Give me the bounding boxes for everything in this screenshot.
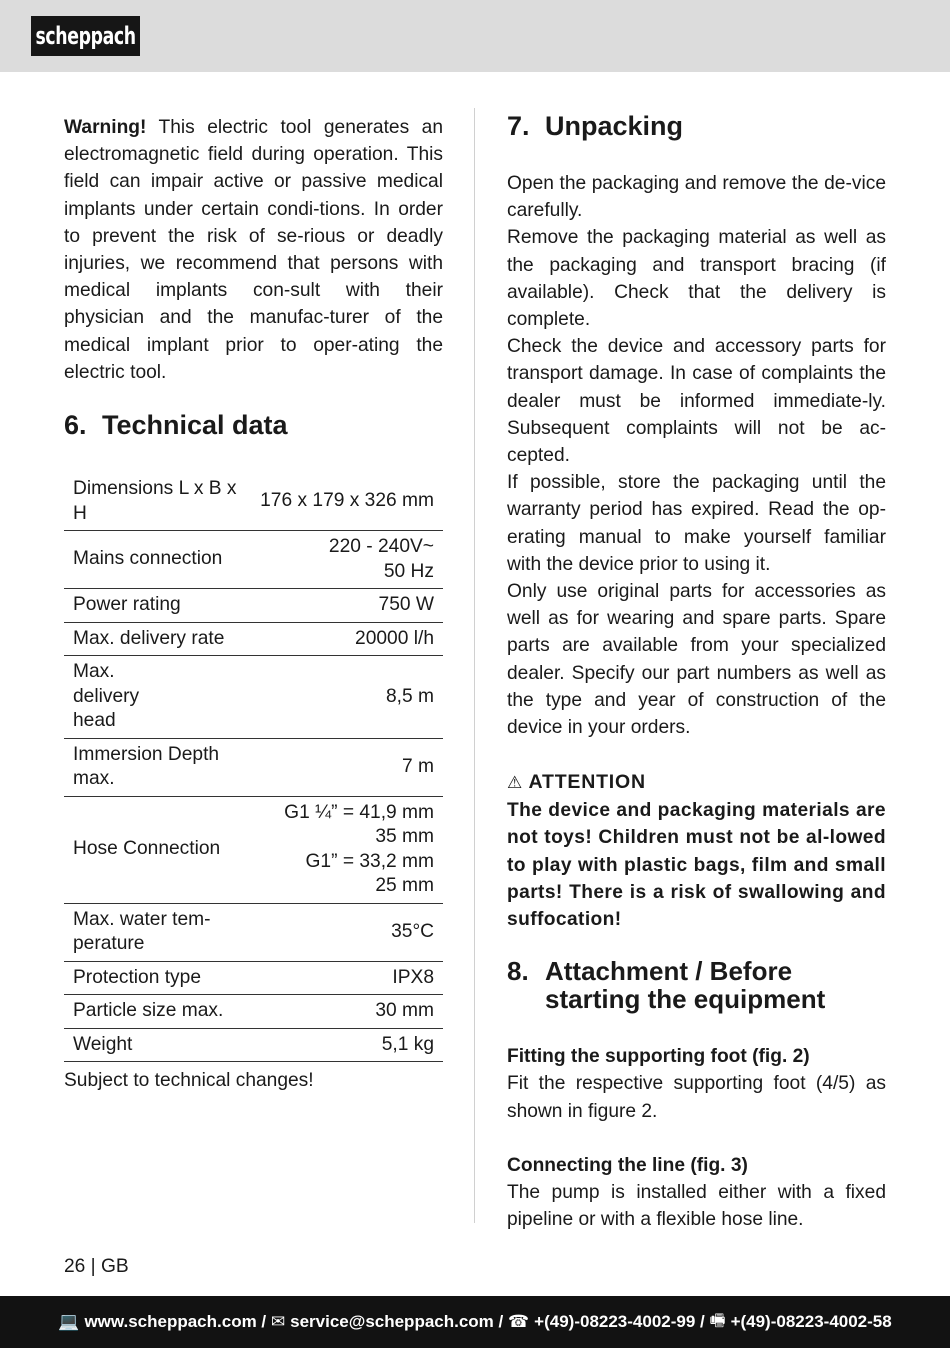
technical-data-table [64, 473, 443, 1062]
line-subsection [507, 1152, 886, 1234]
warning-triangle-icon: ⚠ [507, 773, 524, 794]
page-number: 26 | GB [64, 1256, 129, 1277]
spec-value: 20000 l/h [246, 622, 443, 656]
spec-name: Immersion Depth max. [64, 738, 246, 796]
footer-separator: / [493, 1312, 508, 1331]
table-row [64, 589, 443, 623]
spec-name: Dimensions L x B x H [64, 473, 246, 531]
scheppach-logo: scheppach [31, 16, 140, 56]
section-title: Attachment / Before starting the equipment [545, 956, 826, 1015]
spec-value: 7 m [246, 738, 443, 796]
section-number: 8. [507, 956, 529, 987]
table-row [64, 531, 443, 589]
spec-value: IPX8 [246, 961, 443, 995]
section-8-heading [507, 957, 886, 1013]
spec-value: 8,5 m [246, 656, 443, 739]
table-row [64, 622, 443, 656]
table-row [64, 903, 443, 961]
warning-text: This electric tool generates an electromagnetic field during operation. This field can impair active or passive medical implants under certain condi-tions. In order to prevent the risk of se-rious or deadly injuries, we recommend that persons with medical implants con-sult with their physician and the manufac-turer of the medical implant prior to oper-ating the electric tool. [64, 117, 443, 383]
table-row [64, 961, 443, 995]
spec-value: 750 W [246, 589, 443, 623]
table-row [64, 738, 443, 796]
spec-value: 176 x 179 x 326 mm [246, 473, 443, 531]
section-title: Technical data [102, 410, 288, 440]
spec-name: Hose Connection [64, 796, 246, 903]
unpacking-paragraph: Remove the packaging material as well as the packaging and transport bracing (if available). Check that the delivery is complete. [507, 227, 886, 331]
spec-name: Max. delivery head [64, 656, 246, 739]
section-title: Unpacking [545, 111, 684, 141]
right-column [507, 108, 886, 1234]
subsection-text: The pump is installed either with a fixed pipeline or with a flexible hose line. [507, 1182, 886, 1231]
attention-box [507, 769, 886, 933]
warning-label: Warning! [64, 117, 147, 138]
attention-text: The device and packaging materials are not toys! Children must not be al-lowed to play with plastic bags, film and small parts! There is a risk of swallowing and suffocation! [507, 800, 886, 931]
section-7-heading [507, 112, 886, 140]
subsection-heading: Fitting the supporting foot (fig. 2) [507, 1046, 810, 1068]
spec-name: Particle size max. [64, 995, 246, 1029]
subsection-heading: Connecting the line (fig. 3) [507, 1154, 748, 1176]
unpacking-body [507, 170, 886, 741]
hose-value-line: 25 mm [375, 875, 434, 896]
unpacking-paragraph: Open the packaging and remove the de-vice carefully. [507, 173, 886, 222]
subject-to-change-note: Subject to technical changes! [64, 1070, 314, 1091]
table-row [64, 1028, 443, 1062]
spec-name: Weight [64, 1028, 246, 1062]
footer-separator: / [256, 1312, 271, 1331]
mail-icon: ✉ [270, 1312, 286, 1331]
website-link[interactable]: www.scheppach.com [84, 1312, 257, 1331]
subsection-text: Fit the respective supporting foot (4/5) as shown in figure 2. [507, 1073, 886, 1122]
hose-value-line: G1 ¼” = 41,9 mm [284, 801, 434, 823]
spec-name: Protection type [64, 961, 246, 995]
spec-name: Max. delivery rate [64, 622, 246, 656]
top-bar [0, 0, 950, 72]
table-row [64, 656, 443, 739]
foot-subsection [507, 1043, 886, 1125]
spec-value [246, 796, 443, 903]
spec-value: 220 - 240V~ 50 Hz [246, 531, 443, 589]
unpacking-paragraph: Only use original parts for accessories as well as for wearing and spare parts. Spare parts are available from your specialized dealer. Specify our part numbers as well as the type and year of construction of the device in your orders. [507, 581, 886, 739]
spec-value: 5,1 kg [246, 1028, 443, 1062]
table-row [64, 796, 443, 903]
hose-value-line: 35 mm [375, 826, 434, 847]
spec-value: 35°C [246, 903, 443, 961]
fax-icon: 🖷 [709, 1310, 726, 1330]
attention-heading [507, 769, 886, 797]
phone-icon: ☎ [507, 1312, 530, 1331]
spec-name: Mains connection [64, 531, 246, 589]
email-link[interactable]: service@scheppach.com [290, 1312, 494, 1331]
unpacking-paragraph: Check the device and accessory parts for transport damage. In case of complaints the dealer must be informed immediate-ly. Subsequent complaints will not be ac-cepted. [507, 336, 886, 467]
spec-name: Max. water tem-perature [64, 903, 246, 961]
warning-paragraph [64, 114, 443, 386]
unpacking-paragraph: If possible, store the packaging until the warranty period has expired. Read the op-erating manual to make yourself familiar with the device prior to using it. [507, 472, 886, 575]
attention-label: ATTENTION [528, 771, 646, 794]
column-divider [474, 108, 475, 1223]
spec-value: 30 mm [246, 995, 443, 1029]
phone-number: +(49)-08223-4002-99 [534, 1312, 696, 1331]
table-row [64, 473, 443, 531]
computer-icon: 💻 [58, 1312, 80, 1331]
footer-separator: / [695, 1312, 710, 1331]
fax-number: +(49)-08223-4002-58 [730, 1312, 892, 1331]
section-6-heading [64, 411, 443, 439]
hose-value-line: G1” = 33,2 mm [305, 850, 434, 872]
section-number: 7. [507, 111, 530, 141]
spec-name: Power rating [64, 589, 246, 623]
footer-bar [0, 1296, 950, 1348]
section-number: 6. [64, 410, 87, 440]
table-row [64, 995, 443, 1029]
